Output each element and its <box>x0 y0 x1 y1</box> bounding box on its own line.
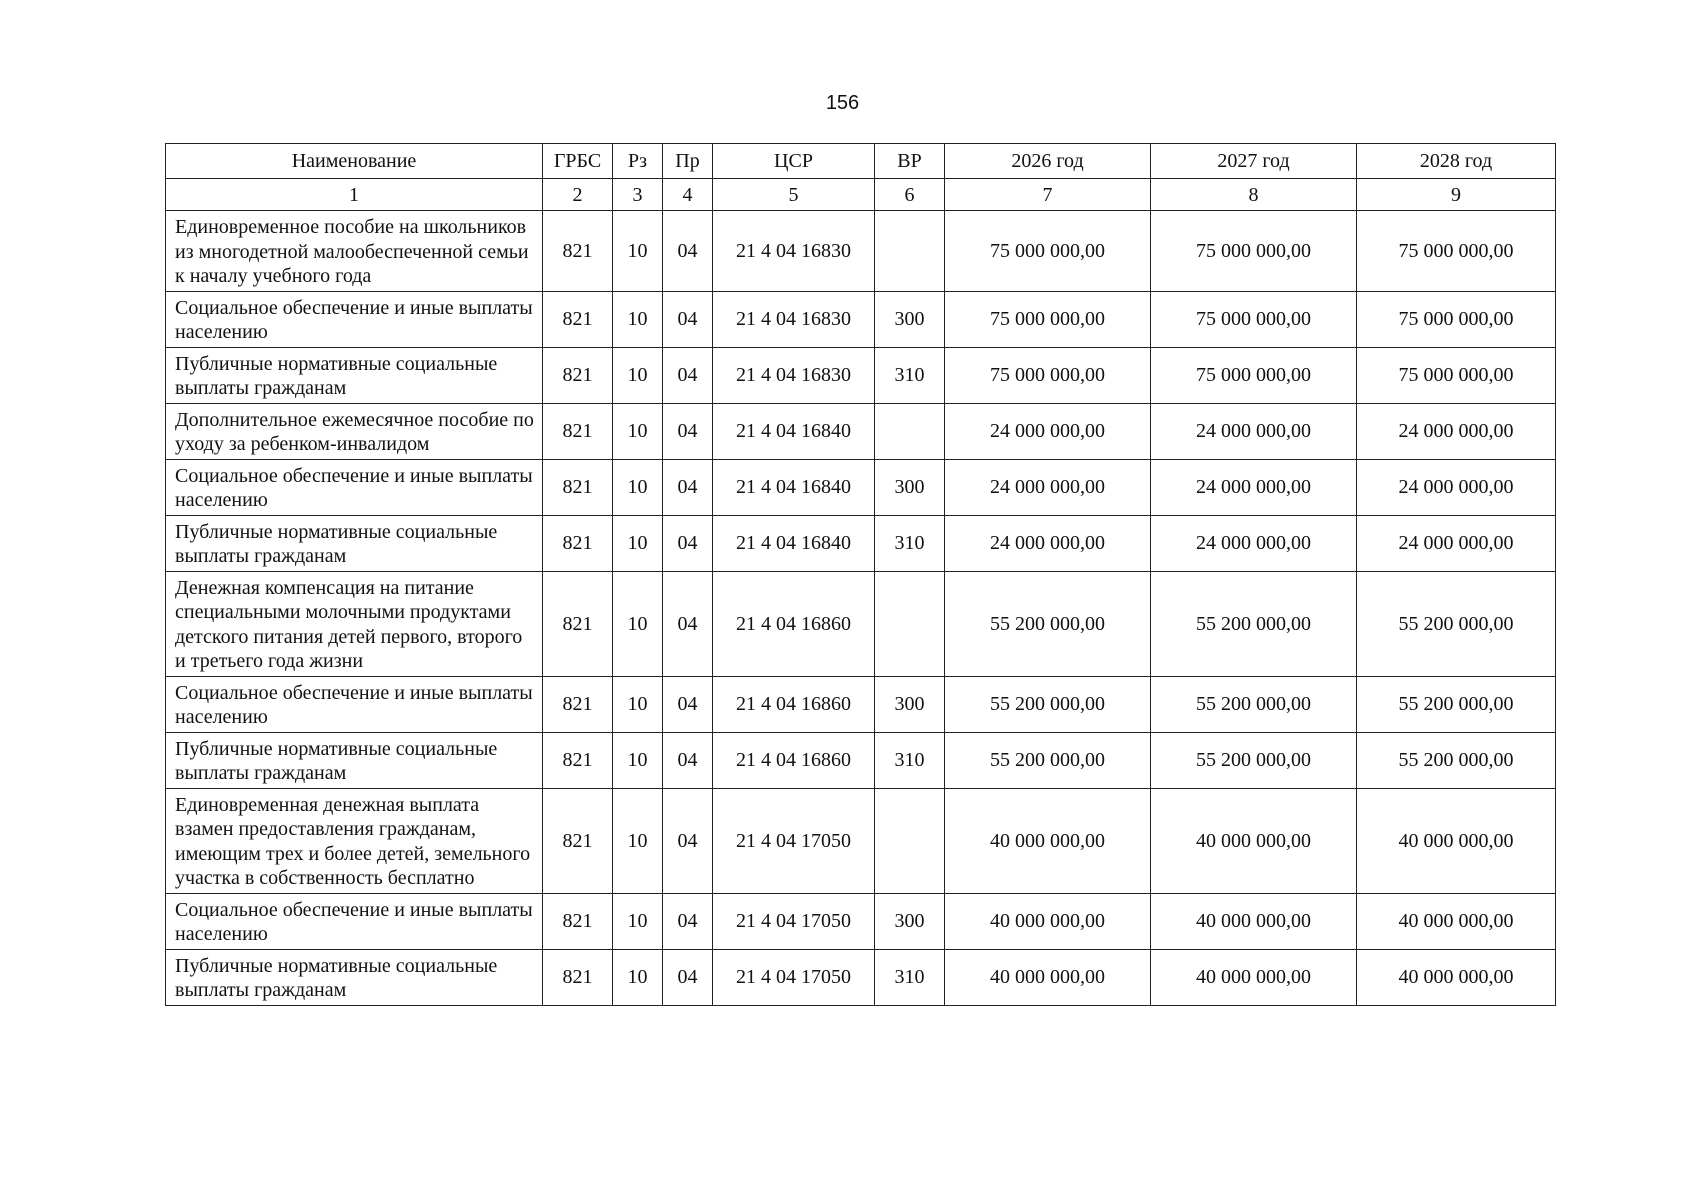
row-2028-cell: 24 000 000,00 <box>1357 459 1556 515</box>
row-pr-cell: 04 <box>663 347 713 403</box>
row-grbs-cell: 821 <box>543 347 613 403</box>
column-number-cell: 1 <box>166 179 543 211</box>
row-2026-cell: 55 200 000,00 <box>945 676 1151 732</box>
row-grbs-cell: 821 <box>543 893 613 949</box>
table-row <box>166 732 1556 788</box>
column-number-cell: 7 <box>945 179 1151 211</box>
row-vr-cell: 310 <box>875 949 945 1005</box>
table-row <box>166 291 1556 347</box>
row-name-cell: Социальное обеспечение и иные выплаты населению <box>166 893 543 949</box>
row-pr-cell: 04 <box>663 211 713 292</box>
row-2027-cell: 40 000 000,00 <box>1151 788 1357 893</box>
row-2026-cell: 75 000 000,00 <box>945 291 1151 347</box>
table-row <box>166 211 1556 292</box>
column-number-cell: 5 <box>713 179 875 211</box>
row-rz-cell: 10 <box>613 571 663 676</box>
column-number-cell: 9 <box>1357 179 1556 211</box>
row-vr-cell: 310 <box>875 732 945 788</box>
row-2028-cell: 24 000 000,00 <box>1357 515 1556 571</box>
row-2026-cell: 40 000 000,00 <box>945 788 1151 893</box>
row-pr-cell: 04 <box>663 571 713 676</box>
row-pr-cell: 04 <box>663 893 713 949</box>
row-2026-cell: 55 200 000,00 <box>945 571 1151 676</box>
row-csr-cell: 21 4 04 16840 <box>713 459 875 515</box>
row-2027-cell: 24 000 000,00 <box>1151 403 1357 459</box>
row-2027-cell: 40 000 000,00 <box>1151 893 1357 949</box>
table-row <box>166 571 1556 676</box>
header-cell-2026: 2026 год <box>945 144 1151 179</box>
row-rz-cell: 10 <box>613 788 663 893</box>
column-number-cell: 2 <box>543 179 613 211</box>
row-name-cell: Дополнительное ежемесячное пособие по уходу за ребенком-инвалидом <box>166 403 543 459</box>
table-row <box>166 949 1556 1005</box>
row-2027-cell: 24 000 000,00 <box>1151 515 1357 571</box>
row-2027-cell: 75 000 000,00 <box>1151 291 1357 347</box>
row-vr-cell: 310 <box>875 347 945 403</box>
row-grbs-cell: 821 <box>543 788 613 893</box>
row-2026-cell: 40 000 000,00 <box>945 949 1151 1005</box>
row-csr-cell: 21 4 04 16860 <box>713 676 875 732</box>
row-vr-cell <box>875 211 945 292</box>
row-grbs-cell: 821 <box>543 211 613 292</box>
row-2028-cell: 40 000 000,00 <box>1357 893 1556 949</box>
table-row <box>166 403 1556 459</box>
row-rz-cell: 10 <box>613 211 663 292</box>
row-2028-cell: 24 000 000,00 <box>1357 403 1556 459</box>
row-2026-cell: 24 000 000,00 <box>945 403 1151 459</box>
row-rz-cell: 10 <box>613 732 663 788</box>
row-rz-cell: 10 <box>613 459 663 515</box>
row-pr-cell: 04 <box>663 676 713 732</box>
row-pr-cell: 04 <box>663 403 713 459</box>
row-2028-cell: 75 000 000,00 <box>1357 291 1556 347</box>
row-csr-cell: 21 4 04 16830 <box>713 347 875 403</box>
row-grbs-cell: 821 <box>543 459 613 515</box>
row-grbs-cell: 821 <box>543 403 613 459</box>
row-vr-cell: 310 <box>875 515 945 571</box>
header-cell-2027: 2027 год <box>1151 144 1357 179</box>
row-name-cell: Публичные нормативные социальные выплаты гражданам <box>166 732 543 788</box>
row-name-cell: Публичные нормативные социальные выплаты гражданам <box>166 347 543 403</box>
row-vr-cell: 300 <box>875 893 945 949</box>
header-row <box>166 144 1556 179</box>
header-cell-rz: Рз <box>613 144 663 179</box>
row-name-cell: Публичные нормативные социальные выплаты гражданам <box>166 515 543 571</box>
header-cell-pr: Пр <box>663 144 713 179</box>
row-name-cell: Публичные нормативные социальные выплаты гражданам <box>166 949 543 1005</box>
row-csr-cell: 21 4 04 16830 <box>713 211 875 292</box>
header-cell-csr: ЦСР <box>713 144 875 179</box>
row-csr-cell: 21 4 04 17050 <box>713 893 875 949</box>
row-rz-cell: 10 <box>613 515 663 571</box>
row-2026-cell: 75 000 000,00 <box>945 347 1151 403</box>
header-cell-vr: ВР <box>875 144 945 179</box>
table-row <box>166 347 1556 403</box>
row-vr-cell: 300 <box>875 459 945 515</box>
row-2027-cell: 75 000 000,00 <box>1151 347 1357 403</box>
row-pr-cell: 04 <box>663 459 713 515</box>
table-row <box>166 893 1556 949</box>
row-grbs-cell: 821 <box>543 515 613 571</box>
row-2027-cell: 55 200 000,00 <box>1151 571 1357 676</box>
column-number-cell: 8 <box>1151 179 1357 211</box>
row-rz-cell: 10 <box>613 347 663 403</box>
header-cell-2028: 2028 год <box>1357 144 1556 179</box>
row-csr-cell: 21 4 04 16840 <box>713 515 875 571</box>
row-2028-cell: 40 000 000,00 <box>1357 788 1556 893</box>
row-vr-cell <box>875 788 945 893</box>
row-name-cell: Денежная компенсация на питание специальными молочными продуктами детского питания детей первого, второго и третьего года жизни <box>166 571 543 676</box>
row-grbs-cell: 821 <box>543 571 613 676</box>
row-csr-cell: 21 4 04 17050 <box>713 788 875 893</box>
row-2026-cell: 24 000 000,00 <box>945 459 1151 515</box>
table-row <box>166 676 1556 732</box>
row-vr-cell: 300 <box>875 291 945 347</box>
table-header <box>166 144 1556 211</box>
row-name-cell: Социальное обеспечение и иные выплаты населению <box>166 676 543 732</box>
row-2027-cell: 55 200 000,00 <box>1151 676 1357 732</box>
row-2028-cell: 75 000 000,00 <box>1357 211 1556 292</box>
row-2028-cell: 55 200 000,00 <box>1357 676 1556 732</box>
row-grbs-cell: 821 <box>543 291 613 347</box>
row-csr-cell: 21 4 04 16860 <box>713 732 875 788</box>
row-pr-cell: 04 <box>663 788 713 893</box>
row-2026-cell: 75 000 000,00 <box>945 211 1151 292</box>
row-grbs-cell: 821 <box>543 732 613 788</box>
row-2026-cell: 40 000 000,00 <box>945 893 1151 949</box>
row-name-cell: Единовременная денежная выплата взамен предоставления гражданам, имеющим трех и более детей, земельного участка в собственность бесплатно <box>166 788 543 893</box>
row-2027-cell: 24 000 000,00 <box>1151 459 1357 515</box>
row-rz-cell: 10 <box>613 676 663 732</box>
header-cell-name: Наименование <box>166 144 543 179</box>
budget-table <box>165 143 1556 1006</box>
row-vr-cell: 300 <box>875 676 945 732</box>
row-2026-cell: 24 000 000,00 <box>945 515 1151 571</box>
table-row <box>166 788 1556 893</box>
row-pr-cell: 04 <box>663 949 713 1005</box>
row-csr-cell: 21 4 04 16860 <box>713 571 875 676</box>
row-2027-cell: 55 200 000,00 <box>1151 732 1357 788</box>
row-pr-cell: 04 <box>663 732 713 788</box>
row-2028-cell: 75 000 000,00 <box>1357 347 1556 403</box>
row-grbs-cell: 821 <box>543 949 613 1005</box>
row-rz-cell: 10 <box>613 949 663 1005</box>
row-csr-cell: 21 4 04 16840 <box>713 403 875 459</box>
row-grbs-cell: 821 <box>543 676 613 732</box>
header-cell-grbs: ГРБС <box>543 144 613 179</box>
table-body <box>166 211 1556 1006</box>
row-2028-cell: 55 200 000,00 <box>1357 571 1556 676</box>
page-number: 156 <box>825 92 860 114</box>
table-row <box>166 459 1556 515</box>
row-rz-cell: 10 <box>613 893 663 949</box>
row-2028-cell: 40 000 000,00 <box>1357 949 1556 1005</box>
row-vr-cell <box>875 571 945 676</box>
row-rz-cell: 10 <box>613 291 663 347</box>
row-name-cell: Социальное обеспечение и иные выплаты населению <box>166 291 543 347</box>
column-number-cell: 3 <box>613 179 663 211</box>
column-number-cell: 6 <box>875 179 945 211</box>
row-vr-cell <box>875 403 945 459</box>
table-row <box>166 515 1556 571</box>
column-number-cell: 4 <box>663 179 713 211</box>
row-csr-cell: 21 4 04 17050 <box>713 949 875 1005</box>
row-name-cell: Единовременное пособие на школьников из многодетной малообеспеченной семьи к началу учебного года <box>166 211 543 292</box>
row-csr-cell: 21 4 04 16830 <box>713 291 875 347</box>
row-2026-cell: 55 200 000,00 <box>945 732 1151 788</box>
row-rz-cell: 10 <box>613 403 663 459</box>
row-pr-cell: 04 <box>663 515 713 571</box>
row-name-cell: Социальное обеспечение и иные выплаты населению <box>166 459 543 515</box>
column-number-row <box>166 179 1556 211</box>
row-2027-cell: 40 000 000,00 <box>1151 949 1357 1005</box>
row-2027-cell: 75 000 000,00 <box>1151 211 1357 292</box>
row-pr-cell: 04 <box>663 291 713 347</box>
row-2028-cell: 55 200 000,00 <box>1357 732 1556 788</box>
